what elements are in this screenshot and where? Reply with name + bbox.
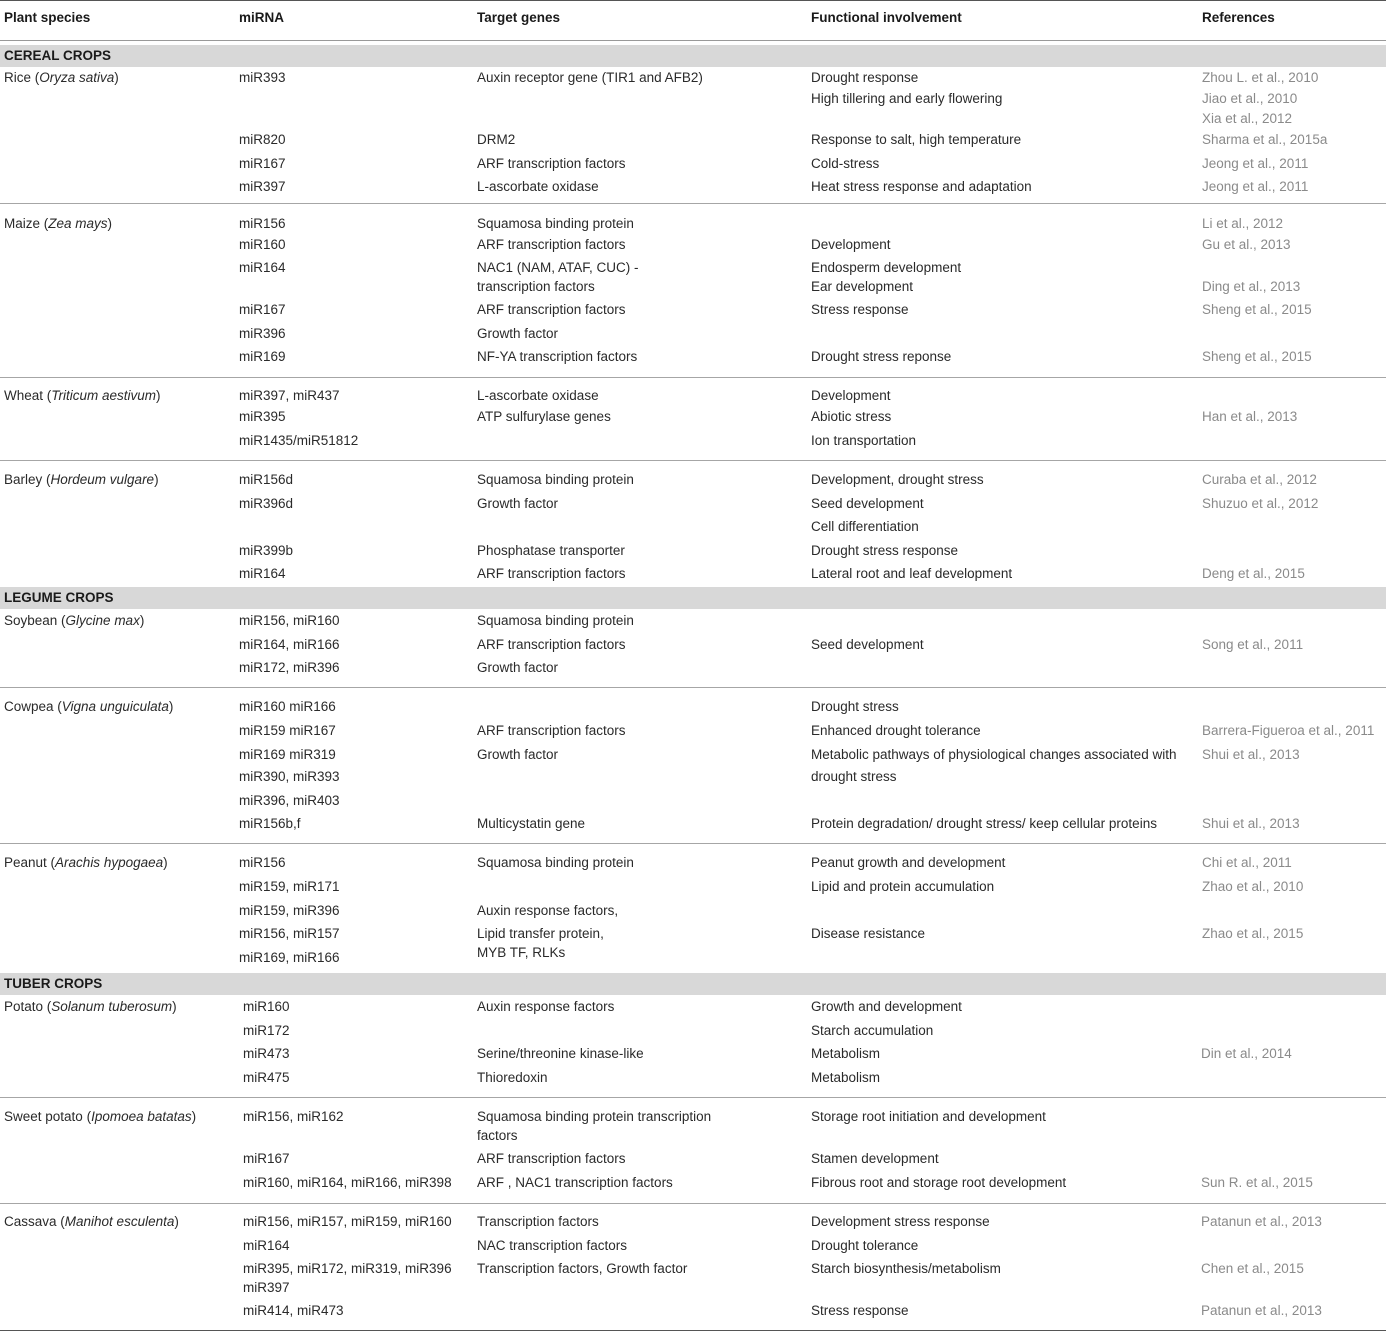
function-cell: Abiotic stress xyxy=(811,409,892,424)
reference-link: Sheng et al., 2015 xyxy=(1202,349,1312,364)
target-gene-cell: ARF transcription factors xyxy=(477,723,626,738)
species-common-name: Sweet potato xyxy=(4,1109,83,1124)
target-gene-cell: NAC transcription factors xyxy=(477,1238,628,1253)
species-latin-name: Oryza sativa xyxy=(39,70,115,85)
target-gene-cell: Thioredoxin xyxy=(477,1070,548,1085)
reference-link: Jeong et al., 2011 xyxy=(1202,156,1309,171)
target-gene-cell: DRM2 xyxy=(477,132,516,147)
mirna-cell: miR156b,f xyxy=(239,816,301,831)
species-common-name: Cassava xyxy=(4,1214,57,1229)
species-name: Sweet potato (Ipomoea batatas) xyxy=(4,1109,197,1124)
species-latin-name: Arachis hypogaea xyxy=(55,855,164,870)
table-bottom-rule xyxy=(0,1330,1386,1331)
row-separator xyxy=(0,1097,1386,1098)
reference-link: Jiao et al., 2010 xyxy=(1202,91,1298,106)
section-title: CEREAL CROPS xyxy=(4,48,112,63)
mirna-cell: miR414, miR473 xyxy=(243,1303,344,1318)
function-cell: Metabolic pathways of physiological changes associated with xyxy=(811,747,1177,762)
mirna-cell: miR164 xyxy=(243,1238,290,1253)
function-cell: Development xyxy=(811,237,891,252)
reference-link: Sun R. et al., 2015 xyxy=(1201,1175,1313,1190)
function-cell: Drought stress response xyxy=(811,543,959,558)
mirna-cell: miR390, miR393 xyxy=(239,769,340,784)
species-common-name: Cowpea xyxy=(4,699,54,714)
reference-link: Zhou L. et al., 2010 xyxy=(1202,70,1319,85)
species-latin-name: Solanum tuberosum xyxy=(51,999,173,1014)
function-cell: Protein degradation/ drought stress/ keep cellular proteins xyxy=(811,816,1157,831)
function-cell: Development stress response xyxy=(811,1214,990,1229)
row-separator xyxy=(0,1203,1386,1204)
mirna-cell: miR159, miR171 xyxy=(239,879,340,894)
function-cell: Starch biosynthesis/metabolism xyxy=(811,1261,1001,1276)
mirna-cell: miR160 miR166 xyxy=(239,699,336,714)
mirna-cell: miR1435/miR51812 xyxy=(239,433,359,448)
reference-link: Patanun et al., 2013 xyxy=(1201,1303,1322,1318)
mirna-cell: miR395, miR172, miR319, miR396 xyxy=(243,1261,452,1276)
function-cell: Lateral root and leaf development xyxy=(811,566,1013,581)
mirna-cell: miR395 xyxy=(239,409,286,424)
target-gene-cell: NAC1 (NAM, ATAF, CUC) - xyxy=(477,260,639,275)
species-common-name: Barley xyxy=(4,472,43,487)
species-common-name: Potato xyxy=(4,999,44,1014)
function-cell: Ear development xyxy=(811,279,914,294)
reference-link: Sharma et al., 2015a xyxy=(1202,132,1328,147)
mirna-cell: miR164, miR166 xyxy=(239,637,340,652)
target-gene-cell: Growth factor xyxy=(477,326,559,341)
function-cell: High tillering and early flowering xyxy=(811,91,1003,106)
function-cell: Seed development xyxy=(811,637,924,652)
species-latin-name: Vigna unguiculata xyxy=(61,699,169,714)
mirna-cell: miR399b xyxy=(239,543,294,558)
function-cell: Stamen development xyxy=(811,1151,939,1166)
mirna-cell: miR475 xyxy=(243,1070,290,1085)
mirna-cell: miR156, miR157 xyxy=(239,926,340,941)
mirna-cell: miR169 miR319 xyxy=(239,747,336,762)
function-cell: Enhanced drought tolerance xyxy=(811,723,981,738)
function-cell: Starch accumulation xyxy=(811,1023,934,1038)
mirna-cell: miR156, miR157, miR159, miR160 xyxy=(243,1214,452,1229)
target-gene-cell: Multicystatin gene xyxy=(477,816,586,831)
reference-link: Li et al., 2012 xyxy=(1202,216,1284,231)
target-gene-cell: ARF transcription factors xyxy=(477,156,626,171)
target-gene-cell: ARF transcription factors xyxy=(477,237,626,252)
mirna-cell: miR169, miR166 xyxy=(239,950,340,965)
target-gene-cell: Auxin receptor gene (TIR1 and AFB2) xyxy=(477,70,703,85)
header-function: Functional involvement xyxy=(811,10,962,25)
function-cell: Disease resistance xyxy=(811,926,926,941)
mirna-cell: miR167 xyxy=(243,1151,290,1166)
species-latin-name: Glycine max xyxy=(65,613,140,628)
target-gene-cell: L-ascorbate oxidase xyxy=(477,388,599,403)
mirna-cell: miR397 xyxy=(243,1280,290,1295)
species-common-name: Maize xyxy=(4,216,41,231)
target-gene-cell: Transcription factors, Growth factor xyxy=(477,1261,688,1276)
target-gene-cell: ARF transcription factors xyxy=(477,302,626,317)
mirna-cell: miR156d xyxy=(239,472,294,487)
row-separator xyxy=(0,687,1386,688)
species-latin-name: Zea mays xyxy=(48,216,108,231)
function-cell: Cold-stress xyxy=(811,156,880,171)
section-band xyxy=(0,587,1386,609)
target-gene-cell: Squamosa binding protein xyxy=(477,855,634,870)
reference-link: Din et al., 2014 xyxy=(1201,1046,1292,1061)
header-references: References xyxy=(1202,10,1275,25)
function-cell: Seed development xyxy=(811,496,924,511)
mirna-cell: miR160 xyxy=(243,999,290,1014)
reference-link: Han et al., 2013 xyxy=(1202,409,1298,424)
target-gene-cell: Growth factor xyxy=(477,660,559,675)
species-common-name: Soybean xyxy=(4,613,58,628)
target-gene-cell: Squamosa binding protein transcription xyxy=(477,1109,712,1124)
reference-link: Shui et al., 2013 xyxy=(1202,816,1300,831)
mirna-cell: miR159 miR167 xyxy=(239,723,336,738)
reference-link: Sheng et al., 2015 xyxy=(1202,302,1312,317)
mirna-cell: miR159, miR396 xyxy=(239,903,340,918)
species-latin-name: Triticum aestivum xyxy=(51,388,157,403)
function-cell: Lipid and protein accumulation xyxy=(811,879,995,894)
mirna-cell: miR164 xyxy=(239,566,286,581)
section-band xyxy=(0,45,1386,67)
reference-link: Curaba et al., 2012 xyxy=(1202,472,1317,487)
species-name: Maize (Zea mays) xyxy=(4,216,113,231)
target-gene-cell: Auxin response factors xyxy=(477,999,615,1014)
species-name: Cassava (Manihot esculenta) xyxy=(4,1214,179,1229)
mirna-cell: miR156 xyxy=(239,855,286,870)
reference-link: Shui et al., 2013 xyxy=(1202,747,1300,762)
function-cell: Heat stress response and adaptation xyxy=(811,179,1032,194)
header-mirna: miRNA xyxy=(239,10,285,25)
species-latin-name: Hordeum vulgare xyxy=(50,472,155,487)
row-separator xyxy=(0,203,1386,204)
mirna-cell: miR397, miR437 xyxy=(239,388,340,403)
function-cell: Storage root initiation and development xyxy=(811,1109,1046,1124)
target-gene-cell: ARF transcription factors xyxy=(477,637,626,652)
target-gene-cell: Lipid transfer protein, xyxy=(477,926,604,941)
mirna-cell: miR820 xyxy=(239,132,286,147)
species-name: Soybean (Glycine max) xyxy=(4,613,145,628)
mirna-cell: miR172 xyxy=(243,1023,290,1038)
function-cell: Stress response xyxy=(811,1303,909,1318)
reference-link: Deng et al., 2015 xyxy=(1202,566,1305,581)
target-gene-cell: Squamosa binding protein xyxy=(477,613,634,628)
table-header xyxy=(0,0,1386,41)
function-cell: Drought stress xyxy=(811,699,899,714)
function-cell: drought stress xyxy=(811,769,897,784)
mirna-cell: miR396d xyxy=(239,496,294,511)
function-cell: Development, drought stress xyxy=(811,472,984,487)
target-gene-cell: Phosphatase transporter xyxy=(477,543,625,558)
function-cell: Development xyxy=(811,388,891,403)
species-name: Peanut (Arachis hypogaea) xyxy=(4,855,168,870)
species-name: Wheat (Triticum aestivum) xyxy=(4,388,161,403)
function-cell: Stress response xyxy=(811,302,909,317)
target-gene-cell: Squamosa binding protein xyxy=(477,472,634,487)
target-gene-cell: transcription factors xyxy=(477,279,595,294)
reference-link: Zhao et al., 2010 xyxy=(1202,879,1304,894)
target-gene-cell: L-ascorbate oxidase xyxy=(477,179,599,194)
mirna-cell: miR156, miR162 xyxy=(243,1109,344,1124)
reference-link: Shuzuo et al., 2012 xyxy=(1202,496,1319,511)
target-gene-cell: ARF , NAC1 transcription factors xyxy=(477,1175,673,1190)
function-cell: Drought response xyxy=(811,70,919,85)
target-gene-cell: ARF transcription factors xyxy=(477,1151,626,1166)
mirna-cell: miR156, miR160 xyxy=(239,613,340,628)
function-cell: Drought tolerance xyxy=(811,1238,919,1253)
species-name: Rice (Oryza sativa) xyxy=(4,70,119,85)
target-gene-cell: Auxin response factors, xyxy=(477,903,619,918)
mirna-cell: miR396, miR403 xyxy=(239,793,340,808)
species-common-name: Rice xyxy=(4,70,32,85)
section-title: LEGUME CROPS xyxy=(4,590,114,605)
mirna-cell: miR396 xyxy=(239,326,286,341)
row-separator xyxy=(0,377,1386,378)
section-title: TUBER CROPS xyxy=(4,976,103,991)
mirna-cell: miR167 xyxy=(239,302,286,317)
mirna-cell: miR160, miR164, miR166, miR398 xyxy=(243,1175,452,1190)
reference-link: Patanun et al., 2013 xyxy=(1201,1214,1322,1229)
species-name: Potato (Solanum tuberosum) xyxy=(4,999,177,1014)
target-gene-cell: Squamosa binding protein xyxy=(477,216,634,231)
function-cell: Endosperm development xyxy=(811,260,962,275)
target-gene-cell: Growth factor xyxy=(477,496,559,511)
species-latin-name: Manihot esculenta xyxy=(64,1214,175,1229)
reference-link: Barrera-Figueroa et al., 2011 xyxy=(1202,723,1375,738)
row-separator xyxy=(0,843,1386,844)
reference-link: Ding et al., 2013 xyxy=(1202,279,1301,294)
function-cell: Cell differentiation xyxy=(811,519,919,534)
row-separator xyxy=(0,460,1386,461)
function-cell: Growth and development xyxy=(811,999,962,1014)
section-band xyxy=(0,973,1386,995)
target-gene-cell: Transcription factors xyxy=(477,1214,599,1229)
target-gene-cell: factors xyxy=(477,1128,518,1143)
species-common-name: Wheat xyxy=(4,388,44,403)
header-targets: Target genes xyxy=(477,10,561,25)
target-gene-cell: ATP sulfurylase genes xyxy=(477,409,611,424)
mirna-cell: miR172, miR396 xyxy=(239,660,340,675)
function-cell: Metabolism xyxy=(811,1046,881,1061)
mirna-cell: miR156 xyxy=(239,216,286,231)
reference-link: Gu et al., 2013 xyxy=(1202,237,1291,252)
reference-link: Chi et al., 2011 xyxy=(1202,855,1292,870)
target-gene-cell: ARF transcription factors xyxy=(477,566,626,581)
reference-link: Zhao et al., 2015 xyxy=(1202,926,1304,941)
mirna-cell: miR160 xyxy=(239,237,286,252)
mirna-cell: miR393 xyxy=(239,70,286,85)
function-cell: Fibrous root and storage root development xyxy=(811,1175,1067,1190)
mirna-cell: miR397 xyxy=(239,179,286,194)
reference-link: Jeong et al., 2011 xyxy=(1202,179,1309,194)
target-gene-cell: NF-YA transcription factors xyxy=(477,349,638,364)
species-name: Cowpea (Vigna unguiculata) xyxy=(4,699,174,714)
mirna-cell: miR164 xyxy=(239,260,286,275)
reference-link: Chen et al., 2015 xyxy=(1201,1261,1304,1276)
mirna-cell: miR473 xyxy=(243,1046,290,1061)
mirna-cell: miR167 xyxy=(239,156,286,171)
species-name: Barley (Hordeum vulgare) xyxy=(4,472,159,487)
function-cell: Drought stress reponse xyxy=(811,349,952,364)
reference-link: Xia et al., 2012 xyxy=(1202,111,1293,126)
header-species: Plant species xyxy=(4,10,91,25)
function-cell: Response to salt, high temperature xyxy=(811,132,1022,147)
function-cell: Ion transportation xyxy=(811,433,917,448)
function-cell: Metabolism xyxy=(811,1070,881,1085)
mirna-cell: miR169 xyxy=(239,349,286,364)
function-cell: Peanut growth and development xyxy=(811,855,1006,870)
species-latin-name: Ipomoea batatas xyxy=(91,1109,192,1124)
target-gene-cell: MYB TF, RLKs xyxy=(477,945,566,960)
reference-link: Song et al., 2011 xyxy=(1202,637,1304,652)
species-common-name: Peanut xyxy=(4,855,47,870)
target-gene-cell: Serine/threonine kinase-like xyxy=(477,1046,644,1061)
target-gene-cell: Growth factor xyxy=(477,747,559,762)
